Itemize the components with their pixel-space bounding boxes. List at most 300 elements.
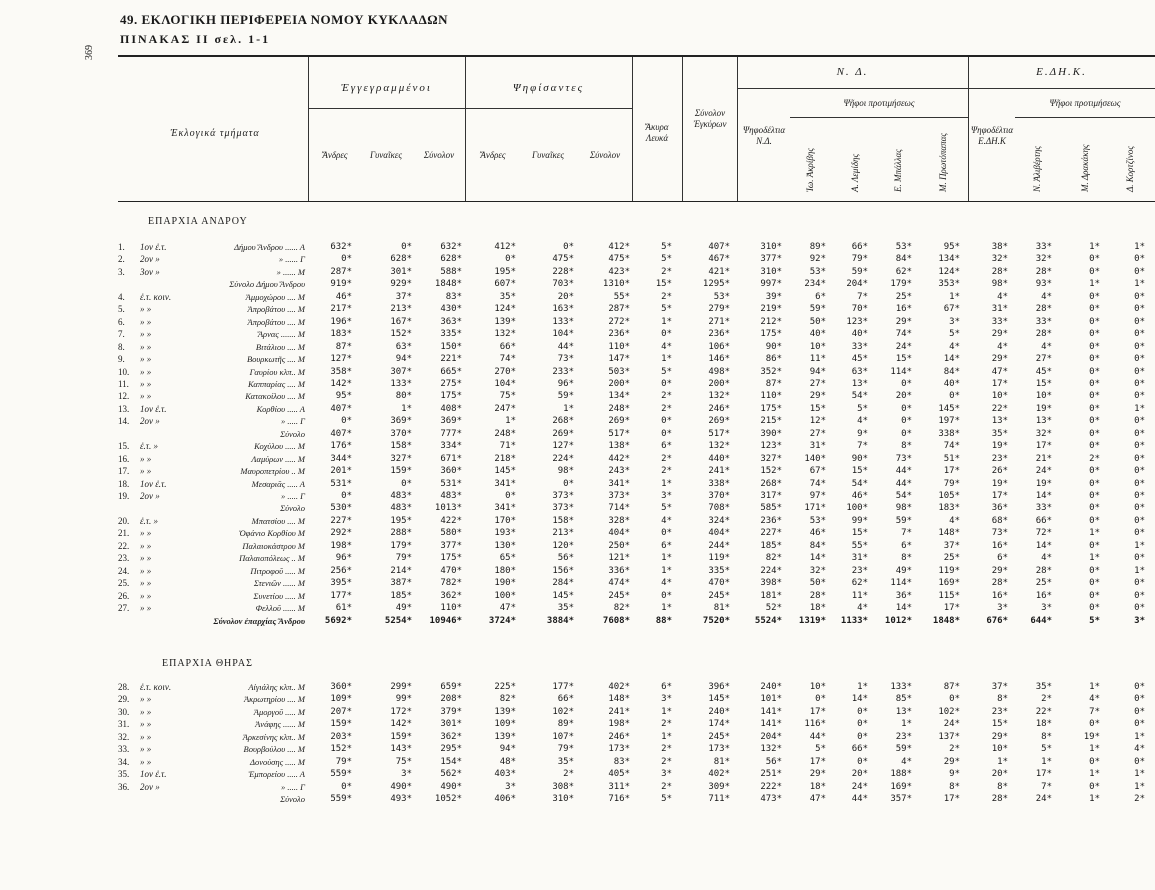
table-cell: 3884* [546,615,574,626]
table-cell: 335* [708,565,730,576]
table-cell: 442* [608,453,630,464]
table-cell: 133* [890,682,912,692]
table-cell: 83* [613,756,630,767]
table-cell: 0* [1134,719,1145,730]
table-cell: 177* [552,682,574,692]
table-row [0,254,1155,265]
row-area-name: » ..... Γ [281,491,305,501]
table-cell: 247* [494,403,516,414]
row-area-name: Φελλοῦ ...... Μ [255,603,305,614]
table-cell: 14* [943,354,960,365]
table-cell: 288* [390,528,412,539]
table-cell: 271* [708,316,730,327]
table-cell: 67* [809,466,826,477]
table-cell: 45* [851,354,868,365]
page-number: 369 [84,45,95,60]
table-cell: 0* [1134,491,1145,501]
table-cell: 2* [661,291,672,302]
table-cell: 25* [895,291,912,302]
table-cell: 244* [708,540,730,551]
table-cell: 87* [335,341,352,352]
table-cell: 63* [851,366,868,377]
table-cell: 16* [1035,590,1052,601]
table-cell: 632* [330,242,352,252]
table-cell: 301* [440,719,462,730]
table-cell: 105* [938,491,960,501]
table-cell: 142* [390,719,412,730]
table-cell: 195* [390,515,412,526]
table-cell: 73* [557,354,574,365]
table-cell: 4* [661,341,672,352]
table-cell: 201* [330,466,352,477]
table-cell: 703* [552,279,574,290]
table-cell: 7* [857,441,868,452]
table-cell: 6* [661,441,672,452]
table-cell: 2* [1089,453,1100,464]
row-area-name: Συνετίου ..... Μ [253,590,305,601]
row-area-name: Αἰγιάλης κλπ.. Μ [248,682,305,692]
table-cell: 353* [938,279,960,290]
row-area-name: Ἀμοργοῦ ..... Μ [253,706,305,717]
row-prefix: 3ον » [140,266,160,277]
table-cell: 4* [661,515,672,526]
table-cell: 79* [557,744,574,755]
table-cell: 562* [440,769,462,780]
table-cell: 71* [499,441,516,452]
table-cell: 997* [760,279,782,290]
table-cell: 412* [494,242,516,252]
table-cell: 0* [661,528,672,539]
table-cell: 1* [1134,540,1145,551]
table-cell: 18* [809,603,826,614]
table-cell: 5* [949,329,960,340]
table-cell: 59* [557,391,574,402]
table-cell: 373* [552,503,574,514]
table-cell: 245* [708,590,730,601]
row-area-name: » ..... Γ [281,781,305,792]
col-header-edik-cand1: Ν. Ἀλιβέρτης [1032,145,1042,192]
row-number: 13. [118,403,130,414]
table-cell: 15* [895,354,912,365]
table-cell: 204* [760,731,782,742]
table-cell: 49* [395,603,412,614]
table-cell: 370* [390,428,412,439]
table-cell: 123* [846,316,868,327]
table-cell: 498* [708,366,730,377]
section-title: ΕΠΑΡΧΙΑ ΘΗΡΑΣ [162,658,253,669]
table-cell: 4* [1089,694,1100,705]
table-cell: 22* [991,403,1008,414]
table-cell: 0* [1089,254,1100,265]
table-cell: 25* [1035,578,1052,589]
table-row [0,454,1155,465]
table-cell: 140* [804,453,826,464]
table-cell: 40* [943,378,960,389]
table-cell: 233* [552,366,574,377]
table-cell: 14* [1035,491,1052,501]
table-cell: 79* [335,756,352,767]
table-cell: 132* [760,744,782,755]
table-cell: 85* [895,694,912,705]
table-cell: 279* [708,304,730,315]
row-number: 34. [118,756,130,767]
table-cell: 15* [851,528,868,539]
table-cell: 11* [851,590,868,601]
table-cell: 159* [330,719,352,730]
table-cell: 215* [760,416,782,427]
row-number: 30. [118,706,130,717]
table-cell: 132* [708,391,730,402]
table-cell: 0* [1089,603,1100,614]
table-cell: 1* [505,416,516,427]
table-cell: 0* [1134,266,1145,277]
table-cell: 181* [760,590,782,601]
table-cell: 16* [991,590,1008,601]
row-number: 17. [118,466,130,477]
header-subrule [308,108,632,109]
table-cell: 5* [661,304,672,315]
table-cell: 0* [1089,329,1100,340]
table-cell: 3* [949,316,960,327]
table-cell: 90* [765,341,782,352]
table-cell: 94* [809,366,826,377]
row-area-name: » ...... Μ [276,266,305,277]
table-cell: 21* [1035,453,1052,464]
table-cell: 240* [760,682,782,692]
table-cell: 36* [895,590,912,601]
row-prefix: » » [140,553,152,564]
table-cell: 270* [494,366,516,377]
table-cell: 1* [857,682,868,692]
table-cell: 48* [499,756,516,767]
table-cell: 0* [857,706,868,717]
table-cell: 470* [708,578,730,589]
table-cell: 106* [708,341,730,352]
table-cell: 328* [608,515,630,526]
table-cell: 334* [440,441,462,452]
table-cell: 132* [708,441,730,452]
table-cell: 1* [1089,794,1100,805]
table-cell: 404* [708,528,730,539]
table-cell: 268* [760,478,782,489]
row-number: 27. [118,603,130,614]
table-cell: 299* [390,682,412,692]
table-row [0,782,1155,793]
table-cell: 139* [494,731,516,742]
table-cell: 180* [494,565,516,576]
table-cell: 272* [608,316,630,327]
table-cell: 1* [1134,242,1145,252]
table-row [0,682,1155,693]
row-area-name: Βουρκωτῆς .... Μ [246,354,305,365]
table-cell: 23* [895,731,912,742]
col-header-nd-cand4: Μ. Πρωτόπαπας [938,132,948,192]
table-cell: 0* [1089,719,1100,730]
table-cell: 221* [440,354,462,365]
table-cell: 127* [552,441,574,452]
table-cell: 54* [895,491,912,501]
table-cell: 3724* [488,615,516,626]
table-cell: 47* [991,366,1008,377]
table-cell: 240* [708,706,730,717]
header-divider [737,57,738,201]
table-cell: 1* [1089,682,1100,692]
table-cell: 9* [857,428,868,439]
table-cell: 0* [341,781,352,792]
table-cell: 1* [1089,553,1100,564]
row-number: 9. [118,354,125,365]
table-cell: 8* [997,781,1008,792]
table-cell: 1* [1134,781,1145,792]
table-cell: 224* [760,565,782,576]
table-cell: 89* [557,719,574,730]
table-cell: 402* [608,682,630,692]
table-cell: 123* [760,441,782,452]
table-cell: 777* [440,428,462,439]
row-prefix: 1ον ἐ.τ. [140,478,167,489]
table-cell: 0* [1134,441,1145,452]
table-cell: 716* [608,794,630,805]
table-cell: 28* [1035,565,1052,576]
table-cell: 341* [608,478,630,489]
table-cell: 3* [505,781,516,792]
col-group-voted: Ψηφίσαντες [512,82,585,94]
table-cell: 87* [765,378,782,389]
table-cell: 0* [1134,316,1145,327]
table-cell: 72* [1035,528,1052,539]
table-cell: 310* [552,794,574,805]
table-cell: 37* [395,291,412,302]
table-cell: 116* [804,719,826,730]
table-cell: 26* [991,466,1008,477]
table-cell: 54* [851,478,868,489]
table-cell: 44* [895,478,912,489]
table-row [0,757,1155,768]
table-cell: 225* [494,682,516,692]
table-cell: 28* [991,266,1008,277]
row-area-name: Ἐμπορείου ..... Α [248,769,305,780]
table-cell: 241* [708,466,730,477]
table-cell: 11* [809,354,826,365]
table-cell: 5* [661,794,672,805]
table-cell: 29* [991,329,1008,340]
table-cell: 0* [1134,366,1145,377]
table-cell: 0* [1089,366,1100,377]
table-cell: 403* [494,769,516,780]
table-cell: 1* [1089,242,1100,252]
table-cell: 32* [809,565,826,576]
table-cell: 124* [494,304,516,315]
table-cell: 5* [815,744,826,755]
table-cell: 163* [552,304,574,315]
table-cell: 70* [851,304,868,315]
row-number: 21. [118,528,130,539]
table-row [0,342,1155,353]
table-cell: 95* [943,242,960,252]
table-cell: 142* [330,378,352,389]
table-cell: 110* [760,391,782,402]
table-cell: 338* [938,428,960,439]
row-area-name: Λαμύρων ..... Μ [251,453,305,464]
table-cell: 0* [1134,478,1145,489]
row-number: 28. [118,682,130,692]
table-cell: 1* [661,603,672,614]
table-cell: 475* [608,254,630,265]
table-cell: 24* [1035,466,1052,477]
row-area-name: Πιτροφοῦ ..... Μ [250,565,305,576]
table-row [0,694,1155,705]
table-cell: 183* [330,329,352,340]
table-cell: 352* [760,366,782,377]
row-number: 10. [118,366,130,377]
table-cell: 4* [901,756,912,767]
table-cell: 5* [661,366,672,377]
table-row [0,479,1155,490]
table-cell: 467* [708,254,730,265]
table-cell: 198* [330,540,352,551]
table-cell: 580* [440,528,462,539]
table-cell: 402* [708,769,730,780]
table-cell: 98* [557,466,574,477]
table-cell: 5254* [384,615,412,626]
table-cell: 228* [552,266,574,277]
table-cell: 1* [661,731,672,742]
table-cell: 919* [330,279,352,290]
table-cell: 490* [440,781,462,792]
table-cell: 363* [440,316,462,327]
table-cell: 2* [1134,794,1145,805]
row-prefix: » » [140,304,152,315]
table-cell: 213* [552,528,574,539]
table-cell: 59* [895,744,912,755]
table-cell: 0* [1089,441,1100,452]
row-prefix: » » [140,540,152,551]
table-row [0,516,1155,527]
table-cell: 145* [494,466,516,477]
table-cell: 56* [557,553,574,564]
table-row [0,553,1155,564]
table-cell: 369* [440,416,462,427]
col-header-valid: Σύνολον Ἐγκύρων [693,108,727,129]
table-cell: 3* [661,769,672,780]
table-cell: 84* [809,540,826,551]
table-cell: 81* [713,603,730,614]
table-cell: 124* [938,266,960,277]
table-row [0,744,1155,755]
row-prefix: 2ον » [140,781,160,792]
table-cell: 20* [557,291,574,302]
table-cell: 0* [661,329,672,340]
table-cell: 1052* [434,794,462,805]
row-prefix: 2ον » [140,491,160,501]
table-cell: 146* [708,354,730,365]
table-cell: 39* [765,291,782,302]
table-cell: 13* [851,378,868,389]
table-row [0,391,1155,402]
table-cell: 0* [1134,694,1145,705]
header-top-rule [118,55,1155,57]
col-header-nd-cand1: Ἰω. Ἀκρίβης [805,148,815,192]
table-cell: 137* [938,731,960,742]
col-group-registered: Ἐγγεγραμμένοι [340,82,432,94]
table-cell: 2* [661,391,672,402]
table-cell: 1012* [884,615,912,626]
table-cell: 14* [895,603,912,614]
table-cell: 35* [557,756,574,767]
table-cell: 1* [1089,769,1100,780]
table-cell: 90* [851,453,868,464]
col-group-nd: Ν. Δ. [836,66,869,78]
table-cell: 179* [390,540,412,551]
table-cell: 0* [1134,553,1145,564]
table-cell: 114* [890,366,912,377]
table-cell: 8* [901,553,912,564]
table-cell: 490* [390,781,412,792]
table-cell: 0* [1134,682,1145,692]
table-cell: 152* [390,329,412,340]
table-cell: 179* [890,279,912,290]
col-header-areas: Ἐκλογικά τμήματα [170,128,260,139]
table-cell: 0* [505,491,516,501]
table-cell: 0* [1089,590,1100,601]
table-cell: 243* [608,466,630,477]
table-cell: 183* [938,503,960,514]
table-cell: 358* [330,366,352,377]
table-cell: 53* [809,266,826,277]
col-header-women: Γυναῖκες [370,150,402,160]
table-cell: 75* [395,756,412,767]
row-number: 7. [118,329,125,340]
table-cell: 29* [895,316,912,327]
table-cell: 4* [1134,744,1145,755]
table-cell: 119* [938,565,960,576]
table-cell: 421* [708,266,730,277]
table-cell: 134* [938,254,960,265]
table-cell: 0* [1089,781,1100,792]
row-prefix: 2ον » [140,254,160,265]
table-cell: 0* [1134,706,1145,717]
table-cell: 5* [661,254,672,265]
row-prefix: » » [140,603,152,614]
table-cell: 0* [1089,478,1100,489]
table-cell: 36* [991,503,1008,514]
table-cell: 245* [608,590,630,601]
row-area-name: Ἀνάφης ...... Μ [255,719,305,730]
row-prefix: » » [140,694,152,705]
table-cell: 0* [1134,428,1145,439]
table-cell: 14* [809,553,826,564]
table-cell: 139* [494,706,516,717]
table-row [0,429,1155,440]
table-cell: 171* [804,503,826,514]
table-cell: 102* [938,706,960,717]
table-cell: 28* [991,794,1008,805]
table-cell: 373* [608,491,630,501]
table-cell: 4* [997,291,1008,302]
table-cell: 2* [661,719,672,730]
table-cell: 46* [335,291,352,302]
table-cell: 369* [390,416,412,427]
table-cell: 14* [851,694,868,705]
table-cell: 301* [390,266,412,277]
row-area-name: Παλαιοπόλεως .. Μ [239,553,305,564]
table-cell: 531* [440,478,462,489]
table-cell: 56* [765,756,782,767]
col-header-void: Ἄκυρα Λευκά [645,122,669,143]
table-cell: 158* [552,515,574,526]
table-cell: 20* [991,769,1008,780]
table-cell: 82* [499,694,516,705]
